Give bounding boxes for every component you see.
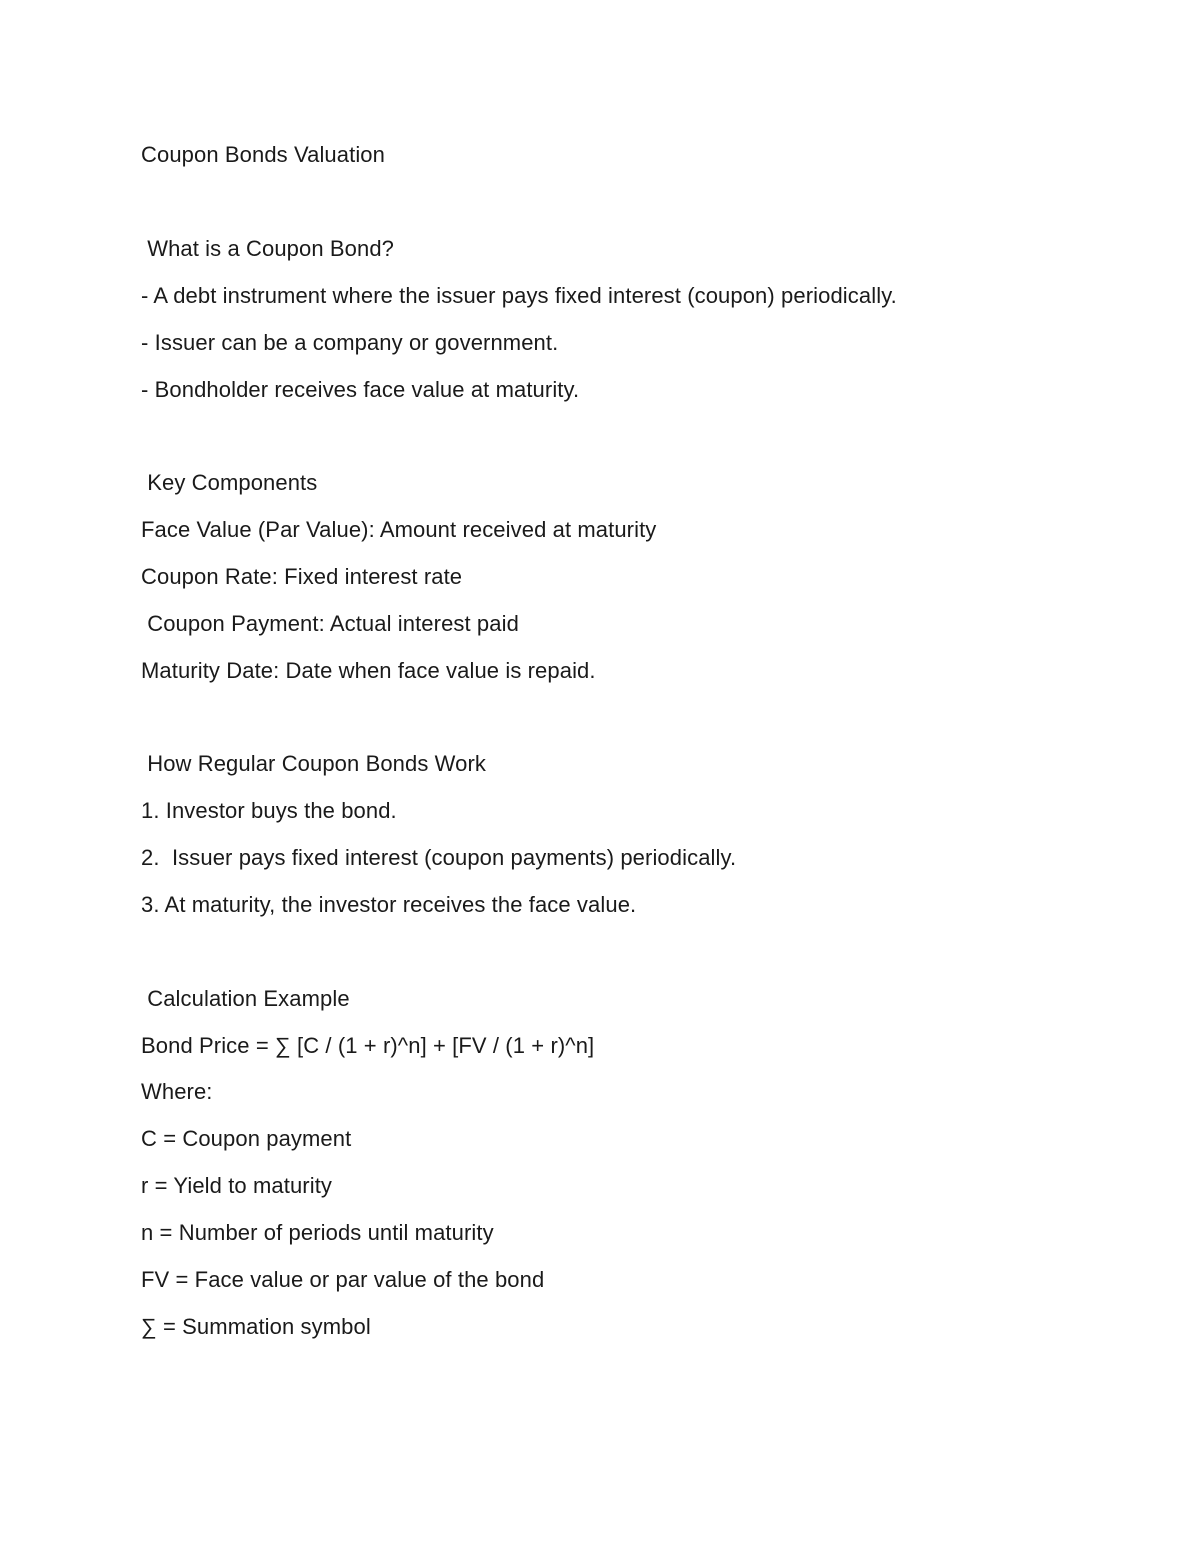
variable-definition: r = Yield to maturity [141,1173,333,1198]
variable-definition: FV = Face value or par value of the bond [141,1267,545,1292]
step-line: 3. At maturity, the investor receives the face value. [141,892,637,917]
section-heading-key-components: Key Components [141,470,318,495]
variable-definition: C = Coupon payment [141,1126,352,1151]
variable-definition: n = Number of periods until maturity [141,1220,494,1245]
formula-line: Bond Price = ∑ [C / (1 + r)^n] + [FV / (1 + r)^n] [141,1033,595,1058]
step-line: 1. Investor buys the bond. [141,798,397,823]
section-heading-calculation: Calculation Example [141,986,350,1011]
definition-line: - A debt instrument where the issuer pays fixed interest (coupon) periodically. [141,283,897,308]
step-line: 2. Issuer pays fixed interest (coupon payments) periodically. [141,845,737,870]
component-line: Coupon Payment: Actual interest paid [141,611,519,636]
definition-line: - Issuer can be a company or government. [141,330,559,355]
where-label: Where: [141,1079,213,1104]
document-title: Coupon Bonds Valuation [141,142,385,167]
component-line: Face Value (Par Value): Amount received at maturity [141,517,657,542]
component-line: Maturity Date: Date when face value is repaid. [141,658,596,683]
definition-line: - Bondholder receives face value at maturity. [141,377,580,402]
component-line: Coupon Rate: Fixed interest rate [141,564,463,589]
section-heading-what-is: What is a Coupon Bond? [141,236,395,261]
section-heading-how-it-works: How Regular Coupon Bonds Work [141,751,486,776]
variable-definition: ∑ = Summation symbol [141,1314,371,1339]
